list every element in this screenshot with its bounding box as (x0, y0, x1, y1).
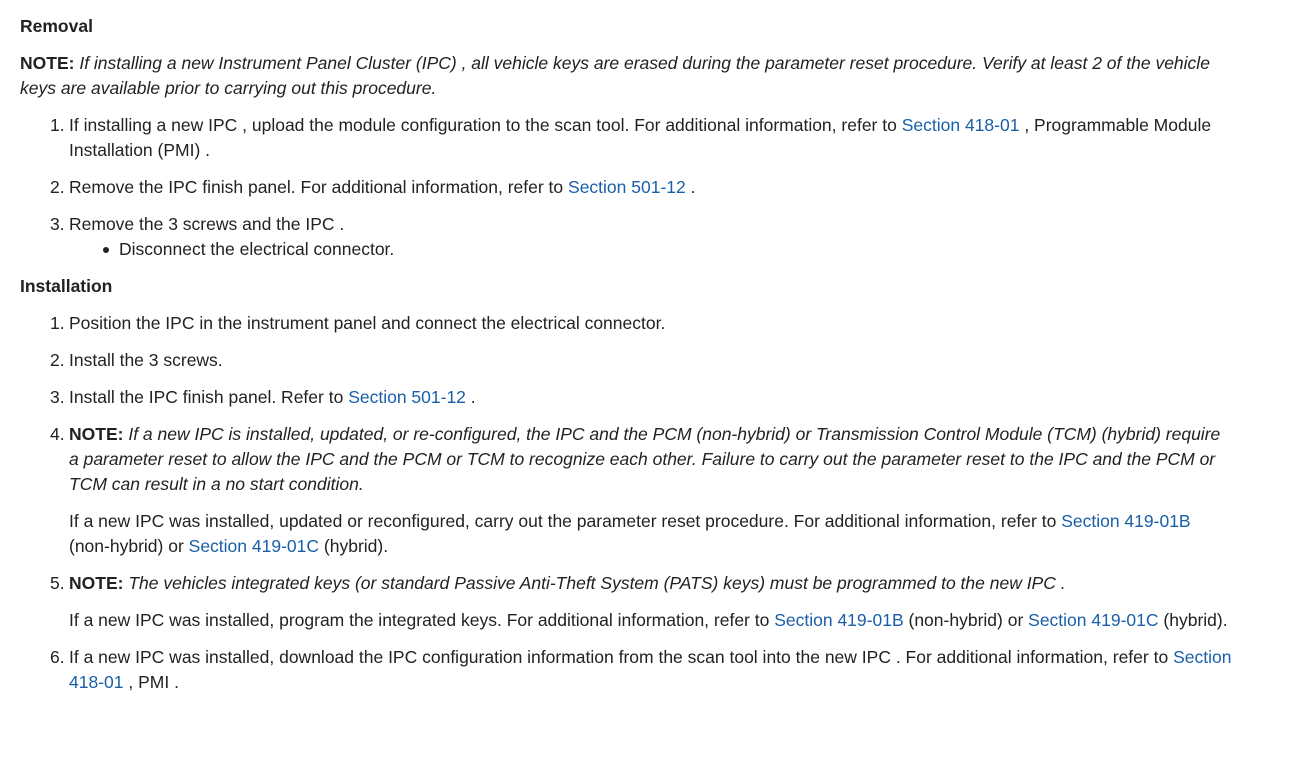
section-419-01b-link[interactable]: Section 419-01B (1061, 511, 1191, 531)
step-text-after: . (470, 387, 476, 407)
step-number: 3. (50, 214, 65, 234)
step-number: 2. (50, 350, 65, 370)
step-number: 1. (50, 313, 65, 333)
removal-note (20, 51, 1220, 101)
section-501-12-link[interactable]: Section 501-12 (348, 387, 466, 407)
installation-step-1 (20, 311, 1234, 336)
bullet-list (69, 237, 1234, 262)
installation-step-3 (20, 385, 1234, 410)
note-text: The vehicles integrated keys (or standard Passive Anti-Theft System (PATS) keys) must be programmed to the new IPC . (128, 573, 1066, 593)
step-number: 2. (50, 177, 65, 197)
step-text-mid: (non-hybrid) or (69, 536, 184, 556)
note-label: NOTE: (69, 424, 124, 444)
step-text-after: (hybrid). (1163, 610, 1228, 630)
step-number: 4. (50, 424, 65, 444)
installation-step-2 (20, 348, 1234, 373)
removal-steps (20, 113, 1294, 262)
step-number: 3. (50, 387, 65, 407)
section-418-01-link[interactable]: Section 418-01 (69, 647, 1232, 692)
installation-step-6 (20, 645, 1234, 695)
step-number: 1. (50, 115, 65, 135)
section-419-01c-link[interactable]: Section 419-01C (188, 536, 320, 556)
step-text: If a new IPC was installed, program the integrated keys. For additional information, refer to (69, 610, 770, 630)
step-text: If installing a new IPC , upload the module configuration to the scan tool. For additional information, refer to (69, 115, 897, 135)
step-text-mid: (non-hybrid) or (908, 610, 1024, 630)
step-text: Install the IPC finish panel. Refer to (69, 387, 344, 407)
step-text: If a new IPC was installed, download the IPC configuration information from the scan tool into the new IPC . For additional information, refer to (69, 647, 1169, 667)
note-text: If installing a new Instrument Panel Cluster (IPC) , all vehicle keys are erased during the parameter reset procedure. Verify at least 2 of the vehicle keys are available prior to carrying out this procedure. (20, 53, 1210, 98)
bullet-item (119, 237, 1234, 262)
note-text: If a new IPC is installed, updated, or re-configured, the IPC and the PCM (non-hybrid) or Transmission Control Module (TCM) (hybrid) require a parameter reset to allow the IPC and the PCM or TCM to recognize each other. Failure to carry out the parameter reset to the IPC and the PCM or TCM can result in a no start condition. (69, 424, 1221, 494)
bullet-text: Disconnect the electrical connector. (119, 239, 395, 259)
section-419-01c-link[interactable]: Section 419-01C (1028, 610, 1159, 630)
note-label: NOTE: (20, 53, 75, 73)
installation-heading: Installation (20, 276, 113, 296)
step-text: Remove the IPC finish panel. For additional information, refer to (69, 177, 564, 197)
installation-steps (20, 311, 1294, 695)
step-text: Install the 3 screws. (69, 350, 223, 370)
installation-step-4 (20, 422, 1234, 559)
step-text-after: (hybrid). (323, 536, 389, 556)
step-text: Remove the 3 screws and the IPC . (69, 214, 345, 234)
step-text-after: . (690, 177, 696, 197)
installation-step-5 (20, 571, 1234, 633)
removal-step-1 (20, 113, 1234, 163)
step-number: 5. (50, 573, 65, 593)
removal-step-2 (20, 175, 1234, 200)
note-label: NOTE: (69, 573, 124, 593)
step-text: Position the IPC in the instrument panel and connect the electrical connector. (69, 313, 666, 333)
removal-step-3 (20, 212, 1234, 262)
step-text-after: , Programmable Module Installation (PMI) . (69, 115, 1212, 160)
section-419-01b-link[interactable]: Section 419-01B (774, 610, 904, 630)
step-number: 6. (50, 647, 65, 667)
removal-heading: Removal (20, 16, 93, 36)
step-text: If a new IPC was installed, updated or reconfigured, carry out the parameter reset procedure. For additional information, refer to (69, 511, 1057, 531)
section-501-12-link[interactable]: Section 501-12 (568, 177, 686, 197)
bullet-icon (103, 247, 109, 253)
step-text-after: , PMI . (128, 672, 179, 692)
section-418-01-link[interactable]: Section 418-01 (901, 115, 1020, 135)
